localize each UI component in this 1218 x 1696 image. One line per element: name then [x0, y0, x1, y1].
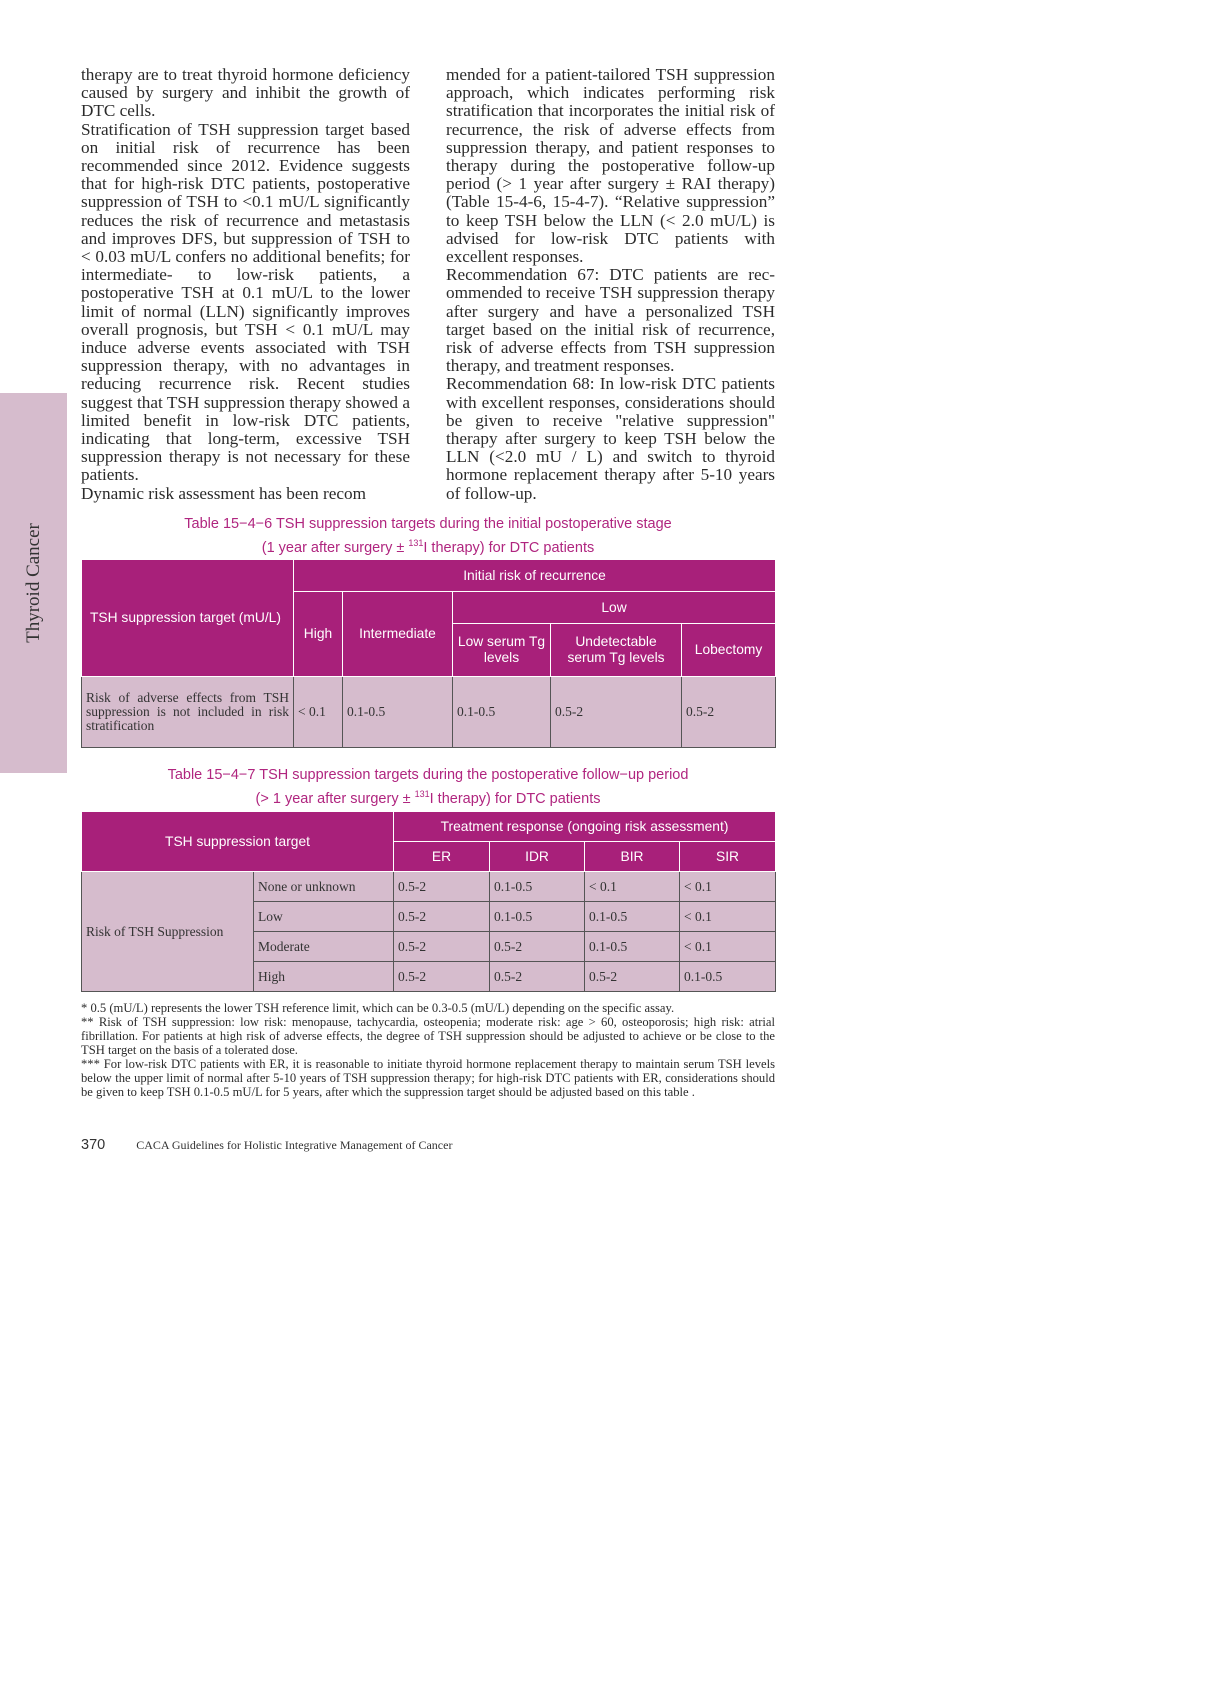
cell: 0.1-0.5 [585, 932, 680, 962]
col-header-idr: IDR [490, 842, 585, 872]
cell: 0.5-2 [394, 902, 490, 932]
caption-text: I therapy) for DTC patients [423, 539, 595, 556]
chapter-tab-label: Thyroid Cancer [22, 523, 44, 643]
cell: 0.5-2 [394, 962, 490, 992]
col-header-lobectomy: Lobectomy [682, 624, 776, 677]
cell: 0.5-2 [490, 962, 585, 992]
caption-line [81, 785, 775, 809]
cell-undetectable-tg: 0.5-2 [551, 677, 682, 748]
group-header: Initial risk of recurrence [294, 560, 776, 592]
cell: 0.1-0.5 [490, 902, 585, 932]
table-15-4-7 [81, 811, 776, 992]
footnote: ** Risk of TSH suppression: low risk: menopause, tachycardia, osteopenia; moderate risk: age > 60, osteoporosis; high risk: atrial fibrillation. For patients at high risk of adverse effects, the degree of TSH suppression should be adjusted to achieve or be close to the TSH target on the basis of a tolerated dose. [81, 1015, 775, 1057]
col-header-low: Low [453, 592, 776, 624]
footnote: * 0.5 (mU/L) represents the lower TSH reference limit, which can be 0.3-0.5 (mU/L) depending on the specific assay. [81, 1001, 675, 1015]
caption-text: (> 1 year after surgery ± [255, 790, 415, 807]
table-footnotes [81, 1001, 775, 1099]
cell: < 0.1 [680, 872, 776, 902]
group-header: Treatment response (ongoing risk assessment) [394, 812, 776, 842]
cell: 0.1-0.5 [680, 962, 776, 992]
cell: 0.5-2 [394, 932, 490, 962]
cell: 0.5-2 [585, 962, 680, 992]
table-15-4-6-caption [81, 515, 775, 558]
col-header-er: ER [394, 842, 490, 872]
cell: 0.1-0.5 [585, 902, 680, 932]
body-column-left [81, 66, 410, 503]
paragraph: therapy are to treat thyroid hormone deficiency caused by surgery and inhibit the growth of DTC cells. [81, 65, 410, 121]
cell: 0.1-0.5 [490, 872, 585, 902]
row-group-label: Risk of TSH Suppression [82, 872, 254, 992]
paragraph: Dynamic risk assessment has been recom [81, 483, 366, 503]
cell: 0.5-2 [490, 932, 585, 962]
recommendation-67: Recommendation 67: DTC patients are recommended to receive TSH suppression therapy after surgery and have a personalized TSH target based on the initial risk of recurrence, risk of adverse effects from TSH suppression therapy, and treatment responses. [446, 265, 775, 376]
risk-level: High [254, 962, 394, 992]
cell-low-tg: 0.1-0.5 [453, 677, 551, 748]
col-header-bir: BIR [585, 842, 680, 872]
col-header-undetectable-tg: Undetectable serum Tg levels [551, 624, 682, 677]
cell: < 0.1 [680, 902, 776, 932]
caption-text: I therapy) for DTC patients [429, 790, 601, 807]
col-header-intermediate: Intermediate [343, 592, 453, 677]
cell-intermediate: 0.1-0.5 [343, 677, 453, 748]
page-footer [81, 1137, 452, 1153]
risk-level: None or unknown [254, 872, 394, 902]
cell-high: < 0.1 [294, 677, 343, 748]
isotope-superscript: 131 [414, 789, 430, 799]
table-corner-header: TSH suppression target [82, 812, 394, 872]
table-15-4-7-caption [81, 766, 775, 809]
table-row [82, 872, 776, 902]
cell-lobectomy: 0.5-2 [682, 677, 776, 748]
col-header-sir: SIR [680, 842, 776, 872]
caption-line [81, 534, 775, 558]
running-title: CACA Guidelines for Holistic Integrative Management of Cancer [136, 1138, 453, 1152]
col-header-low-tg: Low serum Tg levels [453, 624, 551, 677]
cell: < 0.1 [585, 872, 680, 902]
caption-line: Table 15−4−7 TSH suppression targets during the postoperative follow−up period [167, 767, 689, 783]
footnote: *** For low-risk DTC patients with ER, it is reasonable to initiate thyroid hormone replacement therapy to maintain serum TSH levels below the upper limit of normal after 5-10 years of TSH suppression therapy; for high-risk DTC patients with ER, considerations should be given to keep TSH 0.1-0.5 mU/L for 5 years, after which the suppression target should be adjusted based on this table . [81, 1057, 775, 1099]
table-corner-header: TSH suppression target (mU/L) [82, 560, 294, 677]
chapter-side-tab [0, 393, 67, 773]
isotope-superscript: 131 [408, 538, 424, 548]
cell: < 0.1 [680, 932, 776, 962]
risk-level: Moderate [254, 932, 394, 962]
row-label: Risk of adverse effects from TSH suppression is not included in risk stratification [82, 677, 294, 748]
recommendation-68: Recommendation 68: In low-risk DTC patients with excellent responses, considerations should be given to receive "relative suppression" therapy after surgery to keep TSH below the LLN (<2.0 mU / L) and switch to thyroid hormone replacement therapy after 5-10 years of follow-up. [446, 374, 775, 503]
table-15-4-6 [81, 559, 776, 748]
col-header-high: High [294, 592, 343, 677]
caption-text: (1 year after surgery ± [261, 539, 409, 556]
paragraph: Stratification of TSH suppression target based on initial risk of recurrence has been recommended since 2012. Evidence suggests that for high-risk DTC patients, postoperative suppression of TSH to <0.1 mU/L significantly reduces the risk of recurrence and metastasis and improves DFS, but suppression of TSH to < 0.03 mU/L confers no additional benefits; for intermediate- to low-risk patients, a postoperative TSH at 0.1 mU/L to the lower limit of normal (LLN) significantly improves overall prognosis, but TSH < 0.1 mU/L may induce adverse events associated with TSH suppression therapy, with no advantages in reducing recurrence risk. Recent studies suggest that TSH suppression therapy showed a limited benefit in low-risk DTC patients, indicating that long-term, excessive TSH suppression therapy is not necessary for these patients. [81, 119, 410, 485]
body-column-right [446, 66, 775, 503]
risk-level: Low [254, 902, 394, 932]
cell: 0.5-2 [394, 872, 490, 902]
page-number: 370 [81, 1137, 106, 1153]
paragraph: mended for a patient-tailored TSH suppression approach, which indicates performing risk stratification that incorporates the initial risk of recurrence, the risk of adverse effects from suppression therapy, and patient responses to therapy during the postoperative follow-up period (> 1 year after surgery ± RAI therapy) (Table 15-4-6, 15-4-7). “Relative suppression” to keep TSH below the LLN (< 2.0 mU/L) is advised for low-risk DTC patients with excellent responses. [446, 65, 775, 267]
caption-line: Table 15−4−6 TSH suppression targets during the initial postoperative stage [184, 516, 672, 532]
